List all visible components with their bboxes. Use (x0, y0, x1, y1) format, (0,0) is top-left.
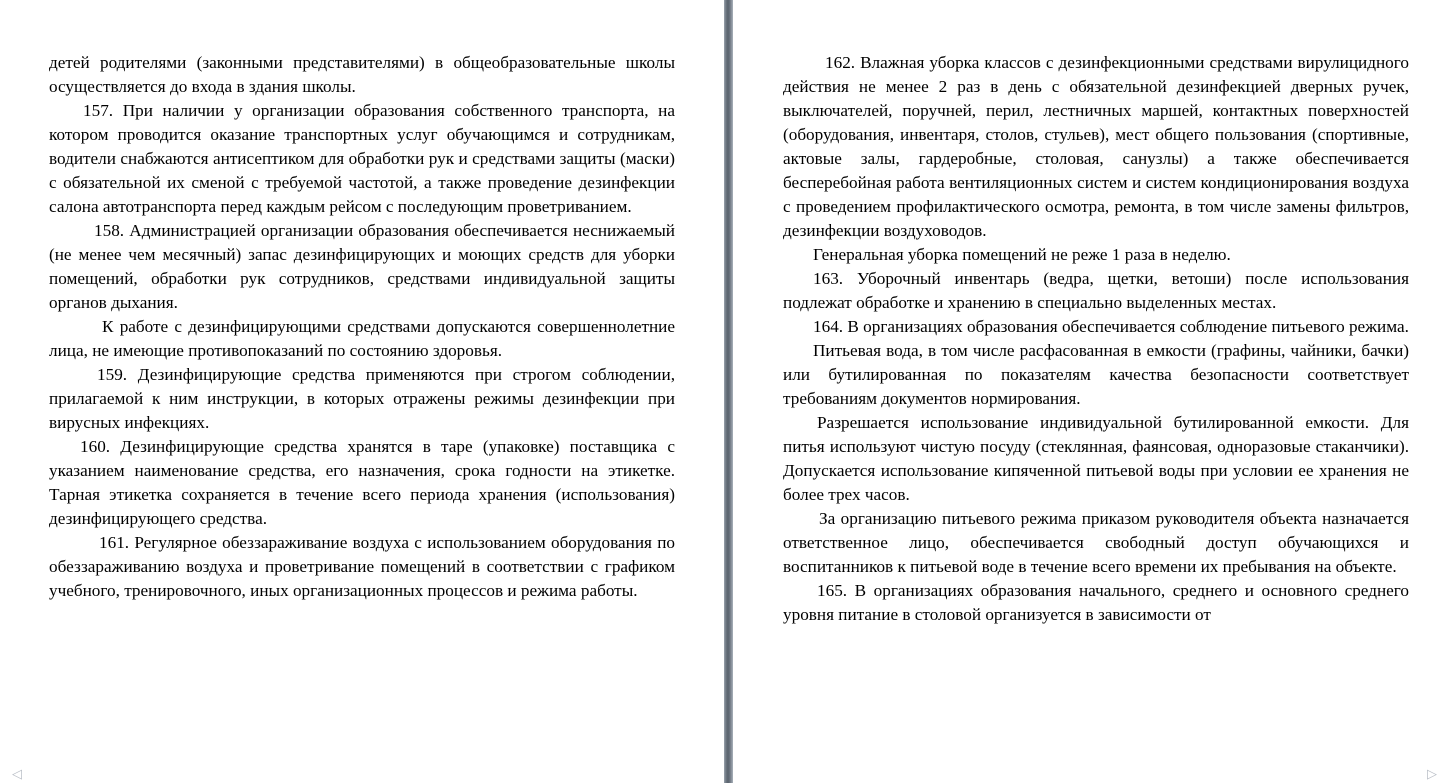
paragraph: За организацию питьевого режима приказом руководителя объекта назначается ответственное лицо, обеспечивается свободный доступ обучающихся и воспитанников к питьевой воде в течение всего времени их пребывания на объекте. (783, 509, 1409, 576)
paragraph: Разрешается использование индивидуальной бутилированной емкости. Для питья используют чистую посуду (стеклянная, фаянсовая, одноразовые стаканчики). Допускается использование кипяченной питьевой воды при условии ее хранения не более трех часов. (783, 413, 1409, 504)
left-page-text (49, 51, 675, 603)
paragraph: 157. При наличии у организации образования собственного транспорта, на котором проводится оказание транспортных услуг обучающимся и сотрудникам, водители снабжаются антисептиком для обработки рук и средствами защиты (маски) с обязательной их сменой с требуемой частотой, а также проведение дезинфекции салона автотранспорта перед каждым рейсом с последующим проветриванием. (49, 101, 675, 216)
paragraph: 162. Влажная уборка классов с дезинфекционными средствами вирулицидного действия не менее 2 раз в день с обязательной дезинфекцией дверных ручек, выключателей, поручней, перил, лестничных маршей, контактных поверхностей (оборудования, инвентаря, столов, стульев), мест общего пользования (спортивные, актовые залы, гардеробные, столовая, санузлы) а также обеспечивается бесперебойная работа вентиляционных систем и систем кондиционирования воздуха с проведением профилактического осмотра, ремонта, в том числе замены фильтров, дезинфекции воздуховодов. (783, 53, 1409, 240)
right-page (733, 0, 1451, 783)
next-page-arrow-icon[interactable]: ▷ (1427, 767, 1437, 782)
left-page (0, 0, 724, 783)
prev-page-arrow-icon[interactable]: ◁ (12, 767, 22, 782)
paragraph: Генеральная уборка помещений не реже 1 раза в неделю. (813, 245, 1231, 264)
paragraph: 163. Уборочный инвентарь (ведра, щетки, ветоши) после использования подлежат обработке и хранению в специально выделенных местах. (783, 269, 1409, 312)
right-page-text (783, 51, 1409, 627)
paragraph: 161. Регулярное обеззараживание воздуха с использованием оборудования по обеззараживанию воздуха и проветривание помещений в соответствии с графиком учебного, тренировочного, иных организационных процессов и режима работы. (49, 533, 675, 600)
paragraph: 164. В организациях образования обеспечивается соблюдение питьевого режима. (813, 317, 1409, 336)
paragraph: детей родителями (законными представителями) в общеобразовательные школы осуществляется до входа в здания школы. (49, 53, 675, 96)
paragraph: К работе с дезинфицирующими средствами допускаются совершеннолетние лица, не имеющие противопоказаний по состоянию здоровья. (49, 317, 675, 360)
paragraph: 158. Администрацией организации образования обеспечивается неснижаемый (не менее чем месячный) запас дезинфицирующих и моющих средств для уборки помещений, обработки рук сотрудников, средствами индивидуальной защиты органов дыхания. (49, 221, 675, 312)
page-divider (724, 0, 733, 783)
paragraph: Питьевая вода, в том числе расфасованная в емкости (графины, чайники, бачки) или бутилированная по показателям качества безопасности соответствует требованиям документов нормирования. (783, 341, 1409, 408)
paragraph: 160. Дезинфицирующие средства хранятся в таре (упаковке) поставщика с указанием наименование средства, его назначения, срока годности на этикетке. Тарная этикетка сохраняется в течение всего периода хранения (использования) дезинфицирующего средства. (49, 437, 675, 528)
paragraph: 159. Дезинфицирующие средства применяются при строгом соблюдении, прилагаемой к ним инструкции, в которых отражены режимы дезинфекции при вирусных инфекциях. (49, 365, 675, 432)
paragraph: 165. В организациях образования начального, среднего и основного среднего уровня питание в столовой организуется в зависимости от (783, 581, 1409, 624)
